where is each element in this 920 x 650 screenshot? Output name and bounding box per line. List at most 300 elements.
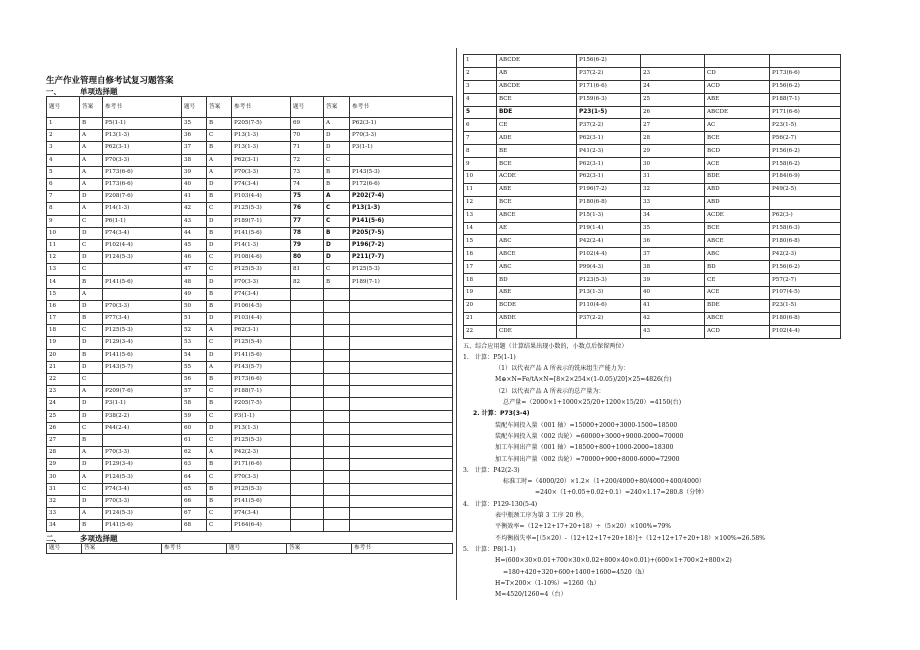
header-cell: 题号 (182, 97, 207, 118)
table-cell: BDE (705, 171, 770, 184)
table-cell: P188(7-1) (232, 386, 291, 398)
table-cell: 10 (47, 227, 80, 239)
q5-title: 5. 计算：P8(1-1) (463, 545, 516, 553)
table-cell: P172(6-6) (350, 178, 453, 190)
table-cell: P103(4-4) (232, 313, 291, 325)
table-cell: P159(6-3) (577, 93, 641, 106)
table-cell: 75 (291, 191, 324, 203)
table-row (464, 209, 841, 222)
table-row (47, 276, 453, 288)
table-cell: P70(3-3) (103, 495, 182, 507)
table-cell (324, 373, 350, 385)
table-cell (103, 264, 182, 276)
table-cell: ABCE (497, 209, 577, 222)
table-row (464, 196, 841, 209)
q1-formula1: M⊕×N=Fe/tA×N=[8×2×254×(1-0.05)/20]×25=4826(台) (495, 376, 672, 384)
table-cell: ABD (705, 196, 770, 209)
table-cell: P141(5-6) (103, 349, 182, 361)
table-cell: P196(7-2) (577, 183, 641, 196)
table-cell: 15 (464, 235, 497, 248)
table-row (47, 203, 453, 215)
table-row (464, 248, 841, 261)
q2-title: 2. 计算：P73(3-4) (473, 410, 530, 418)
table-cell: P5(1-1) (103, 118, 182, 130)
table-cell: P141(5-6) (350, 215, 453, 227)
table-cell: P180(6-8) (770, 235, 841, 248)
table-cell: D (324, 252, 350, 264)
table-cell: P49(2-5) (770, 183, 841, 196)
table-cell: BCE (705, 132, 770, 145)
table-cell: P107(4-5) (770, 287, 841, 300)
table-row (47, 495, 453, 507)
table-cell (291, 410, 324, 422)
left-column (46, 76, 452, 554)
table-cell: 19 (464, 287, 497, 300)
table-row (47, 520, 453, 532)
table-cell (324, 386, 350, 398)
q2-line4: 加工车间出产量（002 齿轮）=70000+900+8000-6000=72900 (495, 455, 680, 463)
table-cell: P164(6-4) (232, 520, 291, 532)
table-cell: 24 (47, 398, 80, 410)
table-cell: P156(6-2) (577, 55, 641, 68)
table-cell: 58 (182, 398, 207, 410)
table-cell: 22 (464, 325, 497, 338)
table-cell (324, 471, 350, 483)
table-cell: ABCE (705, 235, 770, 248)
table-cell: 17 (464, 261, 497, 274)
table-cell: 1 (47, 118, 80, 130)
table-cell: BCE (705, 222, 770, 235)
table-cell (577, 325, 641, 338)
table-cell: B (80, 118, 103, 130)
table-cell: P110(4-6) (577, 299, 641, 312)
table-cell: C (80, 264, 103, 276)
table-row (47, 422, 453, 434)
table-cell: CE (705, 274, 770, 287)
table-cell: P3(1-1) (232, 410, 291, 422)
table-row (464, 67, 841, 80)
table-cell: P189(7-1) (350, 276, 453, 288)
table-cell (291, 313, 324, 325)
table-cell (705, 55, 770, 68)
table-cell: P188(7-1) (770, 93, 841, 106)
table-cell (291, 508, 324, 520)
table-cell: 20 (464, 299, 497, 312)
multi-choice-table (463, 54, 841, 339)
table-cell: 4 (464, 93, 497, 106)
table-cell: 7 (47, 191, 80, 203)
table-cell: P13(1-3) (350, 203, 453, 215)
table-cell: P56(2-7) (770, 132, 841, 145)
table-cell: P13(1-3) (232, 422, 291, 434)
table-row (47, 325, 453, 337)
table-cell: P158(6-3) (770, 222, 841, 235)
table-cell: P156(6-2) (770, 145, 841, 158)
table-row (47, 264, 453, 276)
table-row (47, 483, 453, 495)
table-cell: C (80, 325, 103, 337)
table-cell (103, 373, 182, 385)
table-cell: P44(2-4) (103, 422, 182, 434)
table-cell: 33 (641, 196, 705, 209)
table-row (464, 80, 841, 93)
table-cell: P211(7-7) (350, 252, 453, 264)
table-cell: P99(4-3) (577, 261, 641, 274)
table-cell: A (207, 361, 232, 373)
section-title: 多项选择题 (80, 534, 118, 544)
table-cell: P123(5-3) (577, 274, 641, 287)
table-cell: 18 (47, 325, 80, 337)
q4-line3: 不均衡损失率=[（5×20）-（12+12+17+20+18）]÷（12+12+17+20+18）×100%=26.58% (495, 534, 766, 542)
table-cell: 32 (641, 183, 705, 196)
table-row (47, 337, 453, 349)
table-cell: P23(1-5) (577, 106, 641, 119)
table-row (47, 447, 453, 459)
table-cell: 20 (47, 349, 80, 361)
table-cell: P143(5-7) (232, 361, 291, 373)
table-cell: 16 (464, 248, 497, 261)
table-cell: C (207, 252, 232, 264)
table-cell: A (207, 447, 232, 459)
table-cell: 8 (47, 203, 80, 215)
table-cell: 57 (182, 386, 207, 398)
table-cell: 36 (641, 235, 705, 248)
table-cell: 71 (291, 142, 324, 154)
table-cell: 43 (641, 325, 705, 338)
table-cell: ACE (705, 158, 770, 171)
table-cell: B (207, 398, 232, 410)
table-cell: C (80, 422, 103, 434)
table-cell: 5 (464, 106, 497, 119)
table-cell: 45 (182, 239, 207, 251)
table-cell: P171(6-6) (770, 106, 841, 119)
header-cell: 题号 (291, 97, 324, 118)
table-cell: A (80, 386, 103, 398)
q4-title: 4. 计算：P129-130(5-4) (463, 500, 538, 508)
table-cell: P70(3-3) (350, 130, 453, 142)
table-cell: C (207, 264, 232, 276)
table-cell: A (80, 288, 103, 300)
table-cell (324, 325, 350, 337)
table-cell: B (207, 373, 232, 385)
header-cell: 答案 (80, 97, 103, 118)
table-cell: 34 (47, 520, 80, 532)
table-cell (350, 483, 453, 495)
table-cell: 49 (182, 288, 207, 300)
table-cell: 19 (47, 337, 80, 349)
table-cell: ABCE (497, 248, 577, 261)
table-cell: P208(7-6) (103, 191, 182, 203)
table-cell: D (80, 495, 103, 507)
table-cell: 39 (641, 274, 705, 287)
q1-step1: （1）以代表产品 A 所表示的铣床组生产能力为： (495, 365, 630, 373)
table-cell: ABC (497, 261, 577, 274)
header-cell: 题号 (227, 544, 287, 554)
table-cell: 3 (464, 80, 497, 93)
table-cell: C (207, 386, 232, 398)
table-cell: A (207, 166, 232, 178)
table-cell (291, 373, 324, 385)
table-cell: P23(1-5) (770, 299, 841, 312)
table-row (47, 130, 453, 142)
table-cell: 48 (182, 276, 207, 288)
table-cell: D (207, 215, 232, 227)
table-cell: P77(3-4) (103, 313, 182, 325)
table-cell: P37(2-2) (577, 312, 641, 325)
table-cell: P70(3-3) (232, 471, 291, 483)
table-row (464, 132, 841, 145)
table-cell (350, 471, 453, 483)
table-cell: B (324, 178, 350, 190)
table-cell (350, 313, 453, 325)
table-cell (350, 337, 453, 349)
table-row (464, 235, 841, 248)
table-row (47, 288, 453, 300)
table-cell (291, 495, 324, 507)
table-cell: 41 (641, 299, 705, 312)
table-cell: A (80, 471, 103, 483)
table-header-row (47, 544, 453, 554)
table-cell (350, 520, 453, 532)
table-cell: D (324, 142, 350, 154)
table-cell: ABE (497, 287, 577, 300)
table-cell (350, 447, 453, 459)
table-cell: A (80, 447, 103, 459)
table-cell: D (324, 130, 350, 142)
table-cell: P102(4-4) (103, 239, 182, 251)
table-cell: P70(3-3) (232, 276, 291, 288)
table-cell: 51 (182, 313, 207, 325)
table-cell: C (324, 264, 350, 276)
table-cell: D (80, 398, 103, 410)
table-cell (350, 398, 453, 410)
table-cell (641, 55, 705, 68)
table-cell: 25 (641, 93, 705, 106)
table-cell: P141(5-6) (232, 227, 291, 239)
table-cell: 14 (464, 222, 497, 235)
table-cell: P62(3-1) (232, 154, 291, 166)
table-row (464, 287, 841, 300)
table-cell: P141(5-6) (103, 276, 182, 288)
q1-title: 1. 计算：P5(1-1) (463, 353, 516, 361)
table-cell: 31 (47, 483, 80, 495)
section-number: 一、 (46, 87, 61, 96)
table-cell: A (80, 166, 103, 178)
table-cell (324, 434, 350, 446)
table-cell (350, 422, 453, 434)
table-cell (291, 483, 324, 495)
table-cell: C (207, 434, 232, 446)
table-cell: P141(5-6) (103, 520, 182, 532)
table-cell (324, 459, 350, 471)
table-cell: P196(7-2) (350, 239, 453, 251)
table-row (47, 227, 453, 239)
table-cell: ACDE (705, 209, 770, 222)
table-cell: P70(3-3) (103, 300, 182, 312)
table-cell: P74(3-4) (232, 288, 291, 300)
table-row (464, 299, 841, 312)
table-cell: 37 (641, 248, 705, 261)
table-cell: P74(3-4) (103, 483, 182, 495)
table-cell: ABE (497, 183, 577, 196)
table-cell: A (80, 508, 103, 520)
table-cell (350, 508, 453, 520)
table-cell: P173(6-6) (770, 67, 841, 80)
table-cell: P171(6-6) (232, 459, 291, 471)
table-cell: 11 (47, 239, 80, 251)
table-cell: P70(3-3) (232, 166, 291, 178)
q2-line3: 加工车间出产量（001 轴）=18500+800+1000-2000=18300 (495, 444, 674, 452)
table-cell: ABCDE (705, 106, 770, 119)
table-cell: P42(2-3) (770, 248, 841, 261)
table-cell: P189(7-1) (232, 215, 291, 227)
table-cell: 28 (47, 447, 80, 459)
table-cell: P62(3-1) (577, 171, 641, 184)
header-cell: 参考书 (350, 97, 453, 118)
table-cell: P125(5-3) (232, 264, 291, 276)
table-cell: 26 (641, 106, 705, 119)
table-cell: 80 (291, 252, 324, 264)
table-cell: P3(1-1) (103, 398, 182, 410)
table-cell: ACDE (497, 171, 577, 184)
table-cell (324, 313, 350, 325)
table-cell: D (207, 276, 232, 288)
table-cell: 18 (464, 274, 497, 287)
table-cell: 68 (182, 520, 207, 532)
table-cell: P41(2-3) (577, 145, 641, 158)
table-cell: A (80, 142, 103, 154)
table-cell: B (80, 520, 103, 532)
table-cell: P62(3-1) (577, 158, 641, 171)
table-cell (324, 410, 350, 422)
table-cell: 70 (291, 130, 324, 142)
table-cell (324, 398, 350, 410)
table-cell: 77 (291, 215, 324, 227)
table-cell (350, 434, 453, 446)
table-cell: P143(5-3) (350, 166, 453, 178)
table-cell: 81 (291, 264, 324, 276)
table-cell: B (207, 459, 232, 471)
table-cell: C (207, 471, 232, 483)
table-cell: 72 (291, 154, 324, 166)
table-cell: C (207, 203, 232, 215)
table-cell: 21 (47, 361, 80, 373)
table-cell: P173(6-6) (103, 166, 182, 178)
table-row (47, 410, 453, 422)
table-cell: 34 (641, 209, 705, 222)
table-cell: B (80, 434, 103, 446)
q5-line4: M=4520/1260≈4（台） (495, 591, 567, 599)
table-cell: 16 (47, 300, 80, 312)
table-cell: 78 (291, 227, 324, 239)
table-cell: 46 (182, 252, 207, 264)
table-cell: P180(6-8) (770, 312, 841, 325)
table-cell: C (80, 239, 103, 251)
table-row (47, 239, 453, 251)
table-cell: P70(3-3) (103, 154, 182, 166)
table-cell: D (207, 239, 232, 251)
table-cell: AC (705, 119, 770, 132)
table-cell (291, 361, 324, 373)
page-divider (456, 48, 457, 600)
table-cell (291, 398, 324, 410)
solutions-section (463, 341, 840, 601)
table-cell: 31 (641, 171, 705, 184)
table-cell: 23 (641, 67, 705, 80)
table-cell: 82 (291, 276, 324, 288)
table-cell: C (207, 410, 232, 422)
table-cell: CD (705, 67, 770, 80)
table-cell: 44 (182, 227, 207, 239)
table-cell: P124(5-3) (103, 471, 182, 483)
table-cell: 12 (47, 252, 80, 264)
table-cell: B (324, 276, 350, 288)
table-row (464, 274, 841, 287)
header-cell: 答案 (82, 544, 162, 554)
table-row (464, 222, 841, 235)
table-cell (291, 447, 324, 459)
table-cell (350, 495, 453, 507)
table-cell: 61 (182, 434, 207, 446)
table-cell: ABD (705, 183, 770, 196)
table-cell: D (80, 227, 103, 239)
table-cell: 40 (641, 287, 705, 300)
table-cell (324, 300, 350, 312)
table-cell: 38 (182, 154, 207, 166)
table-cell: P184(6-9) (770, 171, 841, 184)
table-row (464, 312, 841, 325)
table-cell (770, 196, 841, 209)
table-cell: P180(6-8) (577, 196, 641, 209)
header-cell: 题号 (47, 544, 82, 554)
table-cell: 73 (291, 166, 324, 178)
section-title: 单项选择题 (80, 87, 118, 96)
table-cell: BCE (497, 158, 577, 171)
table-cell: 8 (464, 145, 497, 158)
table-cell (103, 434, 182, 446)
right-column (463, 54, 840, 600)
table-cell: B (207, 495, 232, 507)
table-cell: 47 (182, 264, 207, 276)
table-cell (350, 373, 453, 385)
table-cell: B (207, 142, 232, 154)
table-cell: 25 (47, 410, 80, 422)
table-cell (291, 386, 324, 398)
table-cell: 54 (182, 349, 207, 361)
table-cell: P14(1-3) (232, 239, 291, 251)
table-cell: P37(2-2) (577, 119, 641, 132)
table-cell: P38(2-2) (103, 410, 182, 422)
table-cell (324, 483, 350, 495)
table-cell: 33 (47, 508, 80, 520)
table-row (47, 166, 453, 178)
q3-title: 3. 计算：P42(2-3) (463, 466, 520, 474)
table-row (47, 215, 453, 227)
table-cell: 40 (182, 178, 207, 190)
section-single-choice (46, 87, 452, 96)
table-cell: P13(1-3) (232, 142, 291, 154)
table-cell (350, 386, 453, 398)
table-cell: B (324, 227, 350, 239)
table-row (47, 459, 453, 471)
table-cell: 79 (291, 239, 324, 251)
table-cell: P124(5-3) (103, 252, 182, 264)
table-cell: 9 (47, 215, 80, 227)
q1-step2: （2）以代表产品 A 所表示的总产量为： (495, 387, 605, 395)
table-cell (324, 288, 350, 300)
table-cell: 12 (464, 196, 497, 209)
table-row (47, 361, 453, 373)
